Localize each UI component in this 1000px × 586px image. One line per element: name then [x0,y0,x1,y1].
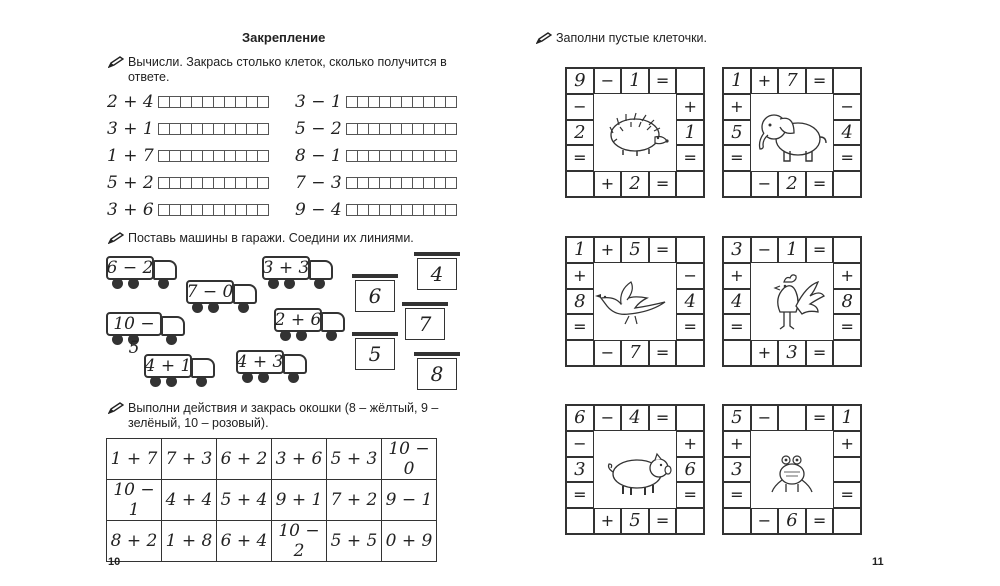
puzzle-cell[interactable] [566,482,594,508]
puzzle-frame [722,404,862,535]
puzzle-cell[interactable] [833,237,861,263]
puzzle-cell-value: = [573,148,587,168]
puzzle-cell[interactable] [833,68,861,94]
puzzle-frame [565,236,705,367]
puzzle-cell[interactable] [676,145,704,171]
garage-number: 4 [430,262,444,286]
puzzle-cell-value: 5 [731,121,743,143]
table-cell[interactable] [272,480,327,521]
puzzle-cell-value: = [812,511,827,531]
truck-expression: 7 − 0 [186,282,234,302]
pencil-icon [108,402,124,414]
puzzle-cell-value: 7 [786,70,798,91]
puzzle-cell-value: 4 [684,290,696,312]
table-cell[interactable] [327,480,382,521]
cell-expression: 4 + 4 [165,490,213,510]
puzzle-cell-value: + [573,265,587,285]
puzzle-cell[interactable] [676,68,704,94]
puzzle-cell[interactable] [594,237,622,263]
puzzle-cell[interactable] [833,314,861,340]
color-cells[interactable] [159,150,269,162]
cell-expression: 3 + 6 [275,449,323,469]
expression: 3 − 1 [295,91,342,112]
puzzle-cell-value: − [600,71,615,90]
table-cell[interactable] [382,439,437,480]
color-cells[interactable] [159,96,269,108]
hedgehog-illustration [593,93,677,172]
puzzle-cell-value: 1 [629,70,641,91]
puzzle-cell[interactable] [778,171,806,197]
puzzle-cell[interactable] [778,405,806,431]
table-cell[interactable] [382,521,437,562]
puzzle-cell[interactable] [778,340,806,366]
puzzle-cell-value: − [757,174,772,194]
puzzle-cell-value: 8 [574,290,586,312]
puzzle-cell[interactable] [723,68,751,94]
puzzle-frame [722,236,862,367]
puzzle-cell-value: − [683,265,697,285]
truck-expression: 4 + 3 [236,352,284,372]
puzzle-cell[interactable] [594,68,622,94]
cell-expression: 10 − 1 [113,480,155,520]
puzzle-cell-value: 1 [786,239,798,260]
puzzle-cell[interactable] [833,457,861,483]
puzzle-cell-value: 1 [841,407,853,428]
puzzle-cell-value: 6 [574,407,586,428]
puzzle-cell-value: = [683,485,697,505]
expression: 9 − 4 [295,199,342,220]
puzzle-cell-value: = [812,240,827,259]
puzzle-cell[interactable] [676,431,704,457]
puzzle-cell-value: 5 [731,407,743,428]
task1-column-2 [295,88,457,223]
puzzle-cell-value: = [683,148,697,168]
table-cell[interactable] [162,480,217,521]
expression-row [107,169,269,196]
puzzle-cell[interactable] [723,263,751,289]
puzzle-cell[interactable] [778,68,806,94]
puzzle-cell-value: 3 [731,458,743,480]
expression-row [295,115,457,142]
truck[interactable] [262,256,334,288]
puzzle-cell[interactable] [723,457,751,483]
expression-row [295,169,457,196]
puzzle-cell-value: = [655,174,670,194]
puzzle-cell-value: + [757,343,772,363]
color-cells[interactable] [159,177,269,189]
table-cell[interactable] [217,480,272,521]
task1-instruction: Вычисли. Закрась столько клеток, сколько получится в ответе. [128,55,447,84]
puzzle-cell[interactable] [723,94,751,120]
puzzle-cell[interactable] [566,145,594,171]
color-cells[interactable] [347,150,457,162]
expression-row [107,142,269,169]
truck[interactable] [106,256,178,288]
puzzle-cell-value: = [655,240,670,259]
pencil-icon [536,32,552,44]
puzzle-cell-value: − [757,408,772,427]
puzzle-cell[interactable] [621,237,649,263]
puzzle-cell[interactable] [806,508,834,534]
puzzle-cell[interactable] [621,68,649,94]
truck-expression: 6 − 2 [106,258,154,278]
puzzle-cell-value: 9 [574,70,586,91]
pig-illustration [593,430,677,509]
puzzle-cell[interactable] [676,457,704,483]
puzzle-cell[interactable] [723,171,751,197]
puzzle-cell-value: = [683,317,697,337]
table-cell[interactable] [327,521,382,562]
expression-row [107,115,269,142]
puzzle-cell-value: = [812,174,827,194]
puzzle-cell[interactable] [649,237,677,263]
puzzle-cell[interactable] [566,171,594,197]
cell-expression: 10 − 0 [388,439,430,479]
puzzle-cell[interactable] [751,171,779,197]
truck-expression: 4 + 1 [144,356,192,376]
puzzle-cell-value: + [600,511,615,531]
cell-expression: 10 − 2 [278,521,320,561]
puzzle-cell[interactable] [723,237,751,263]
table-cell[interactable] [327,439,382,480]
page-number-right: 11 [872,556,884,568]
puzzle-cell[interactable] [806,340,834,366]
puzzle-cell-value: 4 [841,121,853,143]
puzzle-cell[interactable] [806,171,834,197]
puzzle-cell-value: = [812,343,827,363]
puzzle-cell[interactable] [676,405,704,431]
garage-number: 7 [418,312,432,336]
puzzle-cell[interactable] [833,340,861,366]
table-cell[interactable] [272,521,327,562]
color-cells[interactable] [159,123,269,135]
puzzle-cell-value: 2 [629,173,641,195]
puzzle-cell[interactable] [649,405,677,431]
table-cell[interactable] [162,439,217,480]
puzzle-cell[interactable] [676,340,704,366]
puzzle-cell-value: = [730,317,744,337]
task1-column-1 [107,88,269,223]
puzzle-cell[interactable] [649,508,677,534]
table-cell[interactable] [382,480,437,521]
puzzle-cell-value: = [573,317,587,337]
puzzle-cell[interactable] [751,237,779,263]
puzzle-cell-value: − [600,343,615,363]
puzzle-cell[interactable] [566,405,594,431]
color-cells[interactable] [347,204,457,216]
cell-expression: 1 + 7 [110,449,158,469]
table-cell[interactable] [107,480,162,521]
puzzle-cell[interactable] [833,120,861,146]
color-cells[interactable] [347,177,457,189]
garage[interactable] [405,308,445,340]
garage[interactable] [417,358,457,390]
puzzle-cell[interactable] [833,508,861,534]
puzzle-cell-value: 8 [841,290,853,312]
puzzle-cell[interactable] [649,68,677,94]
puzzle-cell[interactable] [833,94,861,120]
task3-table [106,438,437,562]
cell-expression: 1 + 8 [165,531,213,551]
puzzle-cell[interactable] [676,237,704,263]
puzzle-cell-value: 3 [574,458,586,480]
puzzle-cell-value: 4 [731,290,743,312]
puzzle-cell-value: = [655,343,670,363]
garage-number: 8 [430,362,444,386]
puzzle-cell[interactable] [566,289,594,315]
truck[interactable] [144,354,216,386]
table-cell[interactable] [162,521,217,562]
truck[interactable] [236,350,308,382]
puzzle-cell-value: = [840,148,854,168]
truck[interactable] [106,312,186,358]
puzzle-cell-value: = [730,485,744,505]
puzzle-cell[interactable] [833,289,861,315]
puzzle-cell-value: = [655,511,670,531]
puzzle-cell[interactable] [566,457,594,483]
puzzle-cell[interactable] [676,289,704,315]
puzzle-cell-value: + [600,240,615,259]
puzzle-cell-value: + [730,433,744,453]
truck-expression: 2 + 6 [274,310,322,330]
puzzle-cell-value: − [573,96,587,116]
puzzle-cell[interactable] [566,314,594,340]
cell-expression: 0 + 9 [385,531,433,551]
puzzle-cell[interactable] [723,314,751,340]
puzzle-cell[interactable] [676,263,704,289]
puzzle-cell-value: 5 [629,239,641,260]
expression: 5 + 2 [107,172,154,193]
puzzle-cell[interactable] [833,431,861,457]
puzzle-cell[interactable] [833,405,861,431]
color-cells[interactable] [347,123,457,135]
expression: 3 + 1 [107,118,154,139]
expression-row [107,88,269,115]
puzzle-frame [565,404,705,535]
garage[interactable] [355,280,395,312]
puzzle-cell-value: − [757,240,772,259]
puzzle-cell[interactable] [751,508,779,534]
garage[interactable] [355,338,395,370]
puzzle-cell[interactable] [676,314,704,340]
puzzle-cell[interactable] [649,340,677,366]
puzzle-cell-value: 6 [786,510,798,532]
puzzle-cell[interactable] [621,171,649,197]
puzzle-cell[interactable] [621,405,649,431]
truck-expression: 10 − 5 [113,314,155,358]
cell-expression: 9 − 1 [385,490,433,510]
puzzle-cell[interactable] [566,94,594,120]
puzzle-cell-value: = [812,71,827,90]
puzzle-cell[interactable] [806,68,834,94]
expression: 1 + 7 [107,145,154,166]
cell-expression: 8 + 2 [110,531,158,551]
color-cells[interactable] [347,96,457,108]
puzzle-cell[interactable] [833,482,861,508]
expression-row [295,88,457,115]
expression: 5 − 2 [295,118,342,139]
pencil-icon [108,232,124,244]
puzzle-cell-value: + [757,71,772,90]
puzzle-cell[interactable] [649,171,677,197]
puzzle-cell[interactable] [723,289,751,315]
puzzle-cell-value: 2 [786,173,798,195]
puzzle-cell[interactable] [723,405,751,431]
cell-expression: 9 + 1 [275,490,323,510]
puzzle-cell-value: 5 [629,510,641,532]
table-cell[interactable] [217,521,272,562]
puzzle-cell-value: = [573,485,587,505]
puzzle-cell-value: 7 [629,342,641,364]
puzzle-cell-value: + [730,96,744,116]
puzzle-cell-value: − [600,408,615,427]
puzzle-cell-value: 1 [731,70,743,91]
puzzle-cell-value: + [600,174,615,194]
color-cells[interactable] [159,204,269,216]
puzzle-cell-value: − [840,96,854,116]
expression: 3 + 6 [107,199,154,220]
puzzle-cell-value: = [655,408,670,427]
cell-expression: 7 + 3 [165,449,213,469]
puzzle-cell[interactable] [723,340,751,366]
truck-expression: 3 + 3 [262,258,310,278]
puzzle-cell-value: 1 [574,239,586,260]
expression: 2 + 4 [107,91,154,112]
table-cell[interactable] [272,439,327,480]
puzzle-cell[interactable] [833,171,861,197]
puzzle-cell-value: + [840,265,854,285]
puzzle-cell[interactable] [621,508,649,534]
puzzle-cell[interactable] [676,120,704,146]
puzzle-cell[interactable] [594,405,622,431]
expression: 7 − 3 [295,172,342,193]
puzzle-cell-value: − [757,511,772,531]
puzzle-cell[interactable] [566,340,594,366]
puzzle-cell[interactable] [676,94,704,120]
puzzle-cell-value: 2 [574,121,586,143]
puzzle-cell[interactable] [566,237,594,263]
puzzle-cell[interactable] [723,120,751,146]
puzzle-frame [565,67,705,198]
puzzle-cell-value: + [683,433,697,453]
garage[interactable] [417,258,457,290]
puzzle-cell-value: 1 [684,121,696,143]
puzzle-cell-value: + [840,433,854,453]
expression-row [107,196,269,223]
puzzle-cell[interactable] [594,508,622,534]
elephant-illustration [750,93,834,172]
truck[interactable] [274,308,346,340]
puzzle-cell[interactable] [566,68,594,94]
table-cell[interactable] [107,439,162,480]
cell-expression: 5 + 4 [220,490,268,510]
puzzle-cell-value: 4 [629,407,641,428]
puzzle-cell[interactable] [676,508,704,534]
puzzle-cell[interactable] [723,482,751,508]
puzzle-cell[interactable] [778,237,806,263]
table-cell[interactable] [217,439,272,480]
puzzle-cell[interactable] [778,508,806,534]
puzzle-cell[interactable] [751,68,779,94]
puzzle-cell[interactable] [594,171,622,197]
cell-expression: 7 + 2 [330,490,378,510]
puzzle-cell[interactable] [751,405,779,431]
puzzle-cell-value: = [812,408,827,427]
puzzle-cell-value: = [730,148,744,168]
garage-number: 5 [368,342,382,366]
puzzle-cell-value: 6 [684,458,696,480]
expression: 8 − 1 [295,145,342,166]
puzzle-cell[interactable] [566,263,594,289]
right-instruction: Заполни пустые клеточки. [556,31,708,45]
puzzle-cell[interactable] [566,508,594,534]
frog-illustration [750,430,834,509]
puzzle-cell[interactable] [806,237,834,263]
puzzle-cell-value: = [840,317,854,337]
expression-row [295,142,457,169]
task2-instruction: Поставь машины в гаражи. Соедини их линиями. [128,231,414,245]
goose-illustration [593,262,677,341]
pencil-icon [108,56,124,68]
puzzle-cell[interactable] [676,171,704,197]
cell-expression: 5 + 5 [330,531,378,551]
puzzle-cell-value: 3 [786,342,798,364]
puzzle-cell[interactable] [594,340,622,366]
garage-number: 6 [368,284,382,308]
puzzle-cell[interactable] [621,340,649,366]
puzzle-cell[interactable] [751,340,779,366]
puzzle-cell[interactable] [566,120,594,146]
puzzle-cell-value: = [655,71,670,90]
page-number-left: 10 [108,556,121,568]
puzzle-cell-value: = [840,485,854,505]
puzzle-cell-value: − [573,433,587,453]
cell-expression: 6 + 2 [220,449,268,469]
puzzle-cell[interactable] [806,405,834,431]
puzzle-frame [722,67,862,198]
puzzle-cell[interactable] [723,508,751,534]
cell-expression: 6 + 4 [220,531,268,551]
truck[interactable] [186,280,258,312]
puzzle-cell-value: + [730,265,744,285]
puzzle-cell-value: 3 [731,239,743,260]
puzzle-cell[interactable] [723,145,751,171]
task3-instruction: Выполни действия и закрась окошки (8 – жёлтый, 9 – зелёный, 10 – розовый). [128,401,439,430]
puzzle-cell[interactable] [833,145,861,171]
page-title: Закрепление [242,30,326,45]
expression-row [295,196,457,223]
rooster-illustration [750,262,834,341]
puzzle-cell-value: + [683,96,697,116]
puzzle-cell[interactable] [566,431,594,457]
puzzle-cell[interactable] [676,482,704,508]
puzzle-cell[interactable] [833,263,861,289]
puzzle-cell[interactable] [723,431,751,457]
cell-expression: 5 + 3 [330,449,378,469]
